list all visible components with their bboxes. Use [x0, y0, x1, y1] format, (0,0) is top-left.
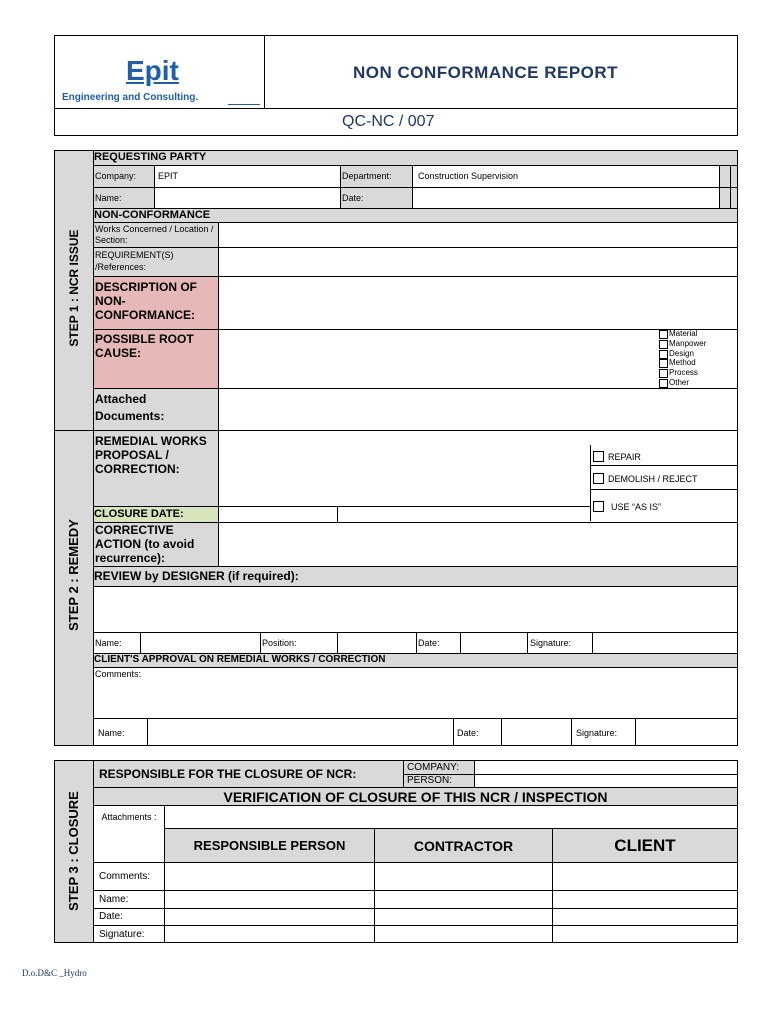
root-cause-material-checkbox[interactable] — [659, 330, 668, 339]
root-cause-design-label: Design — [669, 349, 694, 358]
closure-comments-label: Comments: — [99, 871, 151, 882]
root-cause-process-checkbox[interactable] — [659, 369, 668, 378]
root-cause-other-checkbox[interactable] — [659, 379, 668, 388]
root-cause-field[interactable] — [219, 330, 657, 388]
closure-date-row-label: Date: — [99, 911, 123, 922]
remedial-works-label: REMEDIAL WORKS PROPOSAL / CORRECTION: — [95, 434, 207, 476]
client-comments-field[interactable] — [94, 668, 737, 718]
company-label: Company: — [95, 171, 137, 181]
report-code: QC-NC / 007 — [342, 113, 435, 130]
col-responsible-person: RESPONSIBLE PERSON — [165, 829, 374, 862]
remedial-works-field[interactable] — [219, 431, 589, 506]
closure-name-label: Name: — [99, 894, 129, 905]
corrective-action-label: CORRECTIVE ACTION (to avoid recurrence): — [95, 523, 195, 565]
root-cause-process-label: Process — [669, 368, 698, 377]
closure-date-label: CLOSURE DATE: — [94, 508, 184, 520]
department-value[interactable]: Construction Supervision — [418, 171, 519, 181]
report-title: NON CONFORMANCE REPORT — [353, 63, 619, 82]
requirements-field[interactable] — [219, 248, 737, 276]
option-use-as-is-checkbox[interactable] — [593, 501, 604, 512]
option-repair-label: REPAIR — [608, 452, 641, 462]
step2-side-label: STEP 2 : REMEDY — [66, 519, 81, 631]
works-concerned-label: Works Concerned / Location / Section: — [95, 224, 214, 245]
attachments-label: Attachments : — [101, 812, 157, 822]
root-cause-manpower-checkbox[interactable] — [659, 340, 668, 349]
footer-text: D.o.D&C _Hydro — [22, 968, 87, 978]
company-logo: Epit — [126, 55, 179, 86]
root-cause-material-label: Material — [669, 329, 698, 338]
step1-side-label: STEP 1 : NCR ISSUE — [67, 229, 81, 347]
name-field[interactable] — [155, 188, 340, 208]
col-client: CLIENT — [553, 829, 737, 862]
step3-side-label: STEP 3 : CLOSURE — [66, 791, 81, 911]
attached-documents-field[interactable] — [219, 389, 737, 430]
closure-signature-label: Signature: — [99, 929, 145, 940]
company-value[interactable]: EPIT — [158, 171, 179, 181]
root-cause-label: POSSIBLE ROOT CAUSE: — [95, 332, 194, 360]
client-approval-heading: CLIENT'S APPROVAL ON REMEDIAL WORKS / CORRECTION — [94, 654, 386, 665]
company-tagline: Engineering and Consulting. — [62, 92, 199, 103]
designer-name-label: Name: — [95, 638, 122, 648]
attachments-field[interactable] — [165, 806, 737, 828]
client-signature-label: Signature: — [576, 728, 618, 738]
root-cause-other-label: Other — [669, 378, 690, 387]
designer-date-label: Date: — [418, 638, 440, 648]
client-date-label: Date: — [457, 728, 479, 738]
name-label: Name: — [95, 193, 122, 203]
client-name-label: Name: — [98, 728, 125, 738]
responsible-closure-label: RESPONSIBLE FOR THE CLOSURE OF NCR: — [99, 767, 357, 781]
department-label: Department: — [342, 171, 392, 181]
person-closure-label: PERSON: — [407, 775, 453, 786]
root-cause-manpower-label: Manpower — [669, 339, 707, 348]
requirements-label: REQUIREMENT(S) /References: — [95, 250, 174, 272]
verification-heading: VERIFICATION OF CLOSURE OF THIS NCR / INSPECTION — [94, 788, 737, 805]
attached-documents-label: Attached Documents: — [95, 392, 165, 423]
review-designer-field[interactable] — [94, 587, 737, 632]
description-field[interactable] — [219, 277, 737, 329]
option-use-as-is-label: USE “AS IS” — [611, 502, 662, 512]
date-label: Date: — [342, 193, 364, 203]
root-cause-method-label: Method — [669, 358, 696, 367]
description-label: DESCRIPTION OF NON-CONFORMANCE: — [95, 280, 198, 322]
designer-position-label: Position: — [262, 638, 297, 648]
client-comments-label: Comments: — [95, 669, 142, 679]
date-field[interactable] — [413, 188, 719, 208]
option-demolish-checkbox[interactable] — [593, 473, 604, 484]
works-concerned-field[interactable] — [219, 223, 737, 247]
closure-date-field[interactable] — [219, 507, 337, 522]
col-contractor: CONTRACTOR — [375, 829, 552, 862]
option-demolish-label: DEMOLISH / REJECT — [608, 474, 698, 484]
non-conformance-heading: NON-CONFORMANCE — [94, 209, 211, 221]
review-designer-heading: REVIEW by DESIGNER (if required): — [94, 569, 299, 583]
root-cause-design-checkbox[interactable] — [659, 350, 668, 359]
requesting-party-heading: REQUESTING PARTY — [94, 151, 207, 163]
corrective-action-field[interactable] — [219, 523, 737, 566]
root-cause-method-checkbox[interactable] — [659, 359, 668, 368]
company-closure-label: COMPANY: — [407, 762, 460, 773]
designer-signature-label: Signature: — [530, 638, 572, 648]
option-repair-checkbox[interactable] — [593, 451, 604, 462]
